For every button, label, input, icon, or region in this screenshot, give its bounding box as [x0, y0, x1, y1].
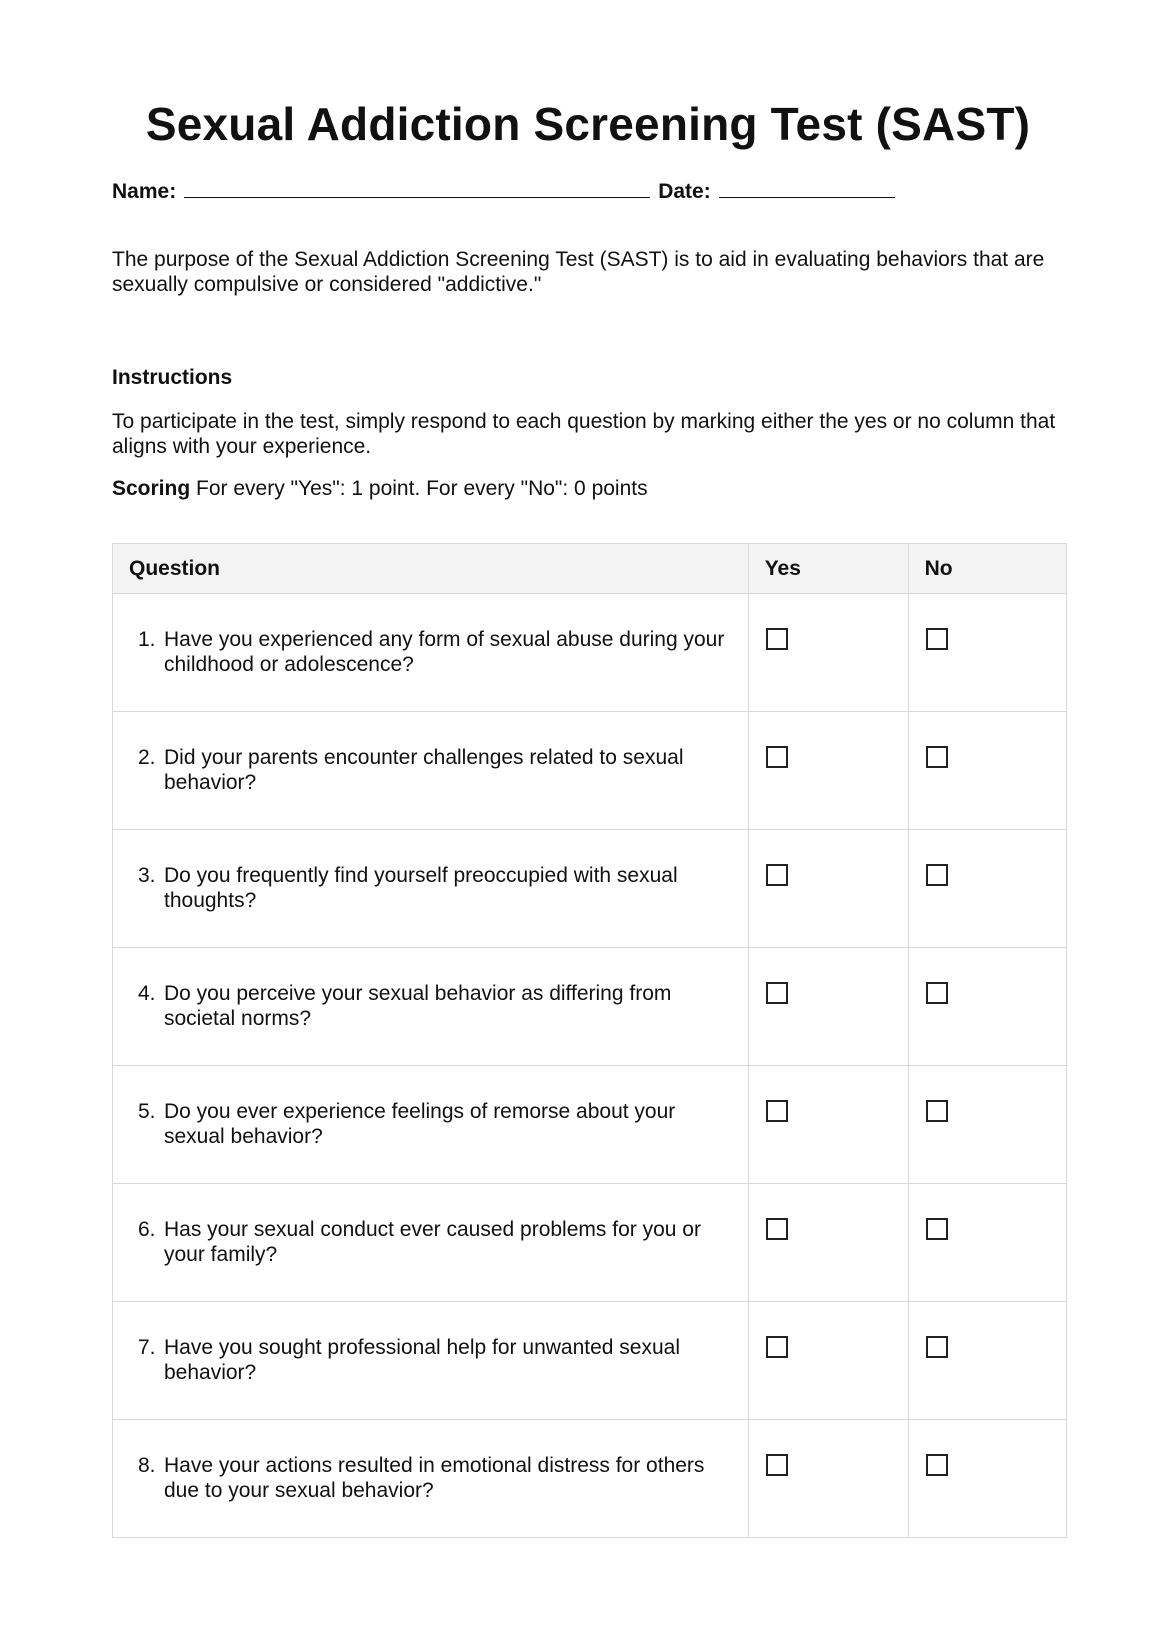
question-content — [113, 1066, 748, 1149]
name-field[interactable] — [184, 179, 650, 198]
yes-cell — [748, 1302, 908, 1420]
question-cell — [113, 712, 749, 830]
question-text: Do you frequently find yourself preoccupied with sexual thoughts? — [164, 864, 678, 912]
no-checkbox[interactable] — [926, 1100, 948, 1122]
question-content — [113, 1420, 748, 1503]
name-date-line — [112, 178, 895, 206]
document-title: Sexual Addiction Screening Test (SAST) — [145, 98, 1031, 150]
question-text: Did your parents encounter challenges related to sexual behavior? — [164, 746, 684, 794]
no-checkbox[interactable] — [926, 864, 948, 886]
table-row — [113, 712, 1067, 830]
yes-checkbox[interactable] — [766, 1454, 788, 1476]
yes-checkbox[interactable] — [766, 1336, 788, 1358]
question-number: 3. — [138, 864, 156, 887]
question-number: 2. — [138, 746, 156, 769]
question-content — [113, 594, 748, 677]
no-checkbox[interactable] — [926, 982, 948, 1004]
question-cell — [113, 1302, 749, 1420]
yes-cell — [748, 1066, 908, 1184]
instructions-text: To participate in the test, simply respond to each question by marking either the yes or no column that aligns with your experience. — [112, 410, 1056, 458]
table-row — [113, 948, 1067, 1066]
table-header-row — [113, 544, 1067, 594]
yes-checkbox[interactable] — [766, 746, 788, 768]
yes-cell — [748, 594, 908, 712]
no-cell — [908, 1184, 1066, 1302]
questions-table — [112, 543, 1067, 1538]
question-cell — [113, 1420, 749, 1538]
question-number: 7. — [138, 1336, 156, 1359]
purpose-paragraph: The purpose of the Sexual Addiction Screening Test (SAST) is to aid in evaluating behaviors that are sexually compulsive or considered "addictive." — [112, 248, 1045, 296]
instructions-heading: Instructions — [112, 366, 233, 389]
no-cell — [908, 1420, 1066, 1538]
yes-checkbox[interactable] — [766, 1100, 788, 1122]
question-content — [113, 1184, 748, 1267]
question-text: Have you sought professional help for unwanted sexual behavior? — [164, 1336, 680, 1384]
question-content — [113, 712, 748, 795]
no-cell — [908, 948, 1066, 1066]
question-number: 6. — [138, 1218, 156, 1241]
no-cell — [908, 830, 1066, 948]
no-checkbox[interactable] — [926, 746, 948, 768]
table-row — [113, 1066, 1067, 1184]
no-checkbox[interactable] — [926, 1336, 948, 1358]
header-yes: Yes — [748, 544, 908, 594]
date-field[interactable] — [719, 179, 895, 198]
table-row — [113, 1184, 1067, 1302]
yes-cell — [748, 712, 908, 830]
yes-cell — [748, 948, 908, 1066]
table-row — [113, 830, 1067, 948]
scoring-text: For every "Yes": 1 point. For every "No": 0 points — [196, 477, 648, 500]
question-number: 8. — [138, 1454, 156, 1477]
date-label: Date: — [658, 180, 711, 203]
question-number: 1. — [138, 628, 156, 651]
yes-cell — [748, 830, 908, 948]
no-cell — [908, 1302, 1066, 1420]
table-row — [113, 1420, 1067, 1538]
question-content — [113, 830, 748, 913]
question-cell — [113, 1184, 749, 1302]
header-no: No — [908, 544, 1066, 594]
question-cell — [113, 830, 749, 948]
yes-checkbox[interactable] — [766, 628, 788, 650]
no-cell — [908, 1066, 1066, 1184]
header-question: Question — [113, 544, 749, 594]
question-cell — [113, 948, 749, 1066]
scoring-label: Scoring — [112, 477, 191, 500]
question-text: Have your actions resulted in emotional distress for others due to your sexual behavior? — [164, 1454, 705, 1502]
question-number: 5. — [138, 1100, 156, 1123]
no-checkbox[interactable] — [926, 628, 948, 650]
no-cell — [908, 712, 1066, 830]
no-checkbox[interactable] — [926, 1454, 948, 1476]
question-text: Do you perceive your sexual behavior as differing from societal norms? — [164, 982, 672, 1030]
question-number: 4. — [138, 982, 156, 1005]
question-content — [113, 1302, 748, 1385]
scoring-line — [112, 475, 648, 503]
question-cell — [113, 594, 749, 712]
yes-checkbox[interactable] — [766, 982, 788, 1004]
yes-cell — [748, 1420, 908, 1538]
table-row — [113, 594, 1067, 712]
yes-checkbox[interactable] — [766, 1218, 788, 1240]
questions-body — [113, 594, 1067, 1538]
name-label: Name: — [112, 180, 177, 203]
yes-cell — [748, 1184, 908, 1302]
question-cell — [113, 1066, 749, 1184]
table-row — [113, 1302, 1067, 1420]
no-cell — [908, 594, 1066, 712]
no-checkbox[interactable] — [926, 1218, 948, 1240]
question-text: Have you experienced any form of sexual abuse during your childhood or adolescence? — [164, 628, 725, 676]
question-text: Do you ever experience feelings of remorse about your sexual behavior? — [164, 1100, 676, 1148]
yes-checkbox[interactable] — [766, 864, 788, 886]
question-text: Has your sexual conduct ever caused problems for you or your family? — [164, 1218, 701, 1266]
question-content — [113, 948, 748, 1031]
